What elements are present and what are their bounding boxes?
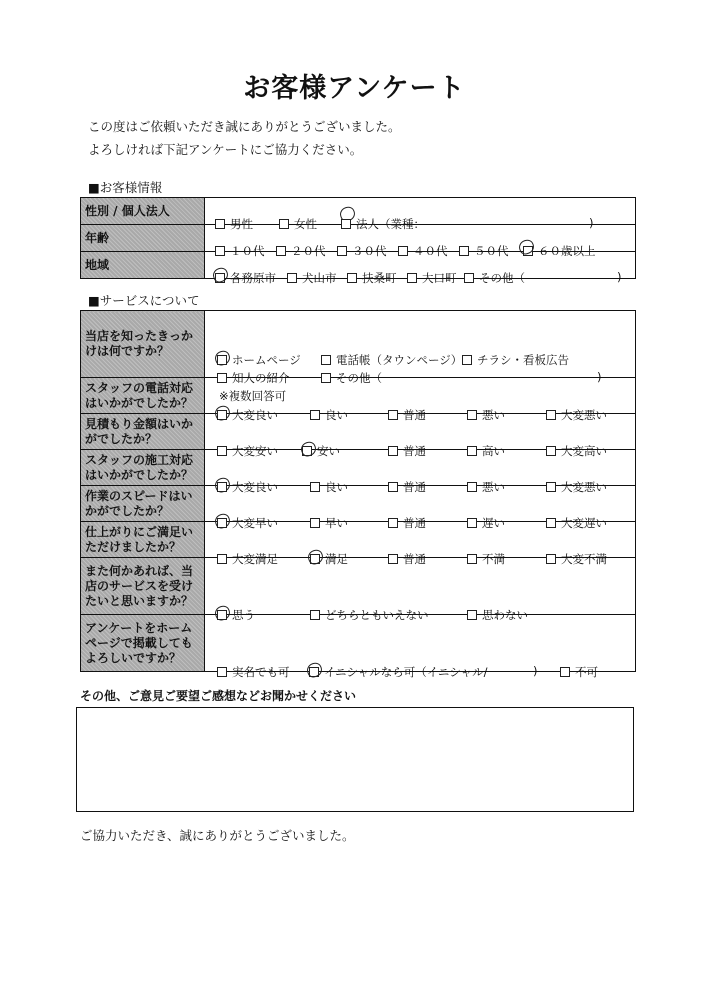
checkbox-icon (217, 410, 227, 420)
option-normal[interactable]: 普通 (388, 551, 426, 567)
checkbox-icon (546, 482, 556, 492)
option-very-fast[interactable]: 大変早い (217, 515, 278, 531)
comment-label: その他、ご意見ご要望ご感想などお聞かせください (80, 689, 357, 703)
option-not-allowed[interactable]: 不可 (560, 664, 598, 680)
label-construction-response: スタッフの施工対応はいかがでしたか？ (81, 450, 205, 486)
checkbox-icon (467, 482, 477, 492)
option-10s[interactable]: １０代 (215, 243, 265, 259)
checkbox-icon (217, 610, 227, 620)
checkbox-icon (215, 246, 225, 256)
checkbox-icon (321, 373, 331, 383)
service-heading: ■サービスについて (88, 293, 200, 308)
option-very-satisfied[interactable]: 大変満足 (217, 551, 278, 567)
option-dissatisfied[interactable]: 不満 (467, 551, 505, 567)
checkbox-icon (287, 273, 297, 283)
option-initials[interactable]: イニシャルなら可（イニシャル/ (309, 664, 488, 680)
option-corporate[interactable]: 法人（業種： (341, 216, 425, 232)
option-fast[interactable]: 早い (310, 515, 348, 531)
checkbox-icon (546, 554, 556, 564)
label-satisfaction: 仕上がりにご満足いただけましたか？ (81, 522, 205, 558)
label-estimate-price: 見積もり金額はいかがでしたか？ (81, 414, 205, 450)
checkbox-icon (388, 410, 398, 420)
option-oguchi[interactable]: 大口町 (407, 270, 457, 286)
option-expensive[interactable]: 高い (467, 443, 505, 459)
option-20s[interactable]: ２０代 (276, 243, 326, 259)
option-very-slow[interactable]: 大変遅い (546, 515, 607, 531)
checkbox-icon (217, 446, 227, 456)
checkbox-icon (310, 518, 320, 528)
option-kakamigahara[interactable]: 各務原市 (215, 270, 276, 286)
checkbox-icon (388, 482, 398, 492)
intro-line-1: この度はご依頼いただき誠にありがとうございました。 (88, 119, 401, 134)
option-40s[interactable]: ４０代 (398, 243, 448, 259)
option-flyer[interactable]: チラシ・看板広告 (462, 352, 569, 368)
page-title: お客様アンケート (243, 73, 466, 104)
paren-close: ) (589, 216, 594, 230)
option-very-dissatisfied[interactable]: 大変不満 (546, 551, 607, 567)
option-very-good[interactable]: 大変良い (217, 407, 278, 423)
checkbox-icon (560, 667, 570, 677)
service-table (80, 310, 636, 679)
checkbox-icon (341, 219, 351, 229)
label-age: 年齢 (81, 225, 205, 252)
checkbox-icon (467, 446, 477, 456)
option-inuyama[interactable]: 犬山市 (287, 270, 337, 286)
option-good[interactable]: 良い (310, 479, 348, 495)
checkbox-icon (310, 610, 320, 620)
intro-line-2: よろしければ下記アンケートにご協力ください。 (88, 142, 363, 157)
checkbox-icon (467, 518, 477, 528)
option-normal[interactable]: 普通 (388, 407, 426, 423)
checkbox-icon (467, 610, 477, 620)
option-female[interactable]: 女性 (279, 216, 317, 232)
option-neutral[interactable]: どちらともいえない (310, 607, 429, 623)
checkbox-icon (467, 554, 477, 564)
option-satisfied[interactable]: 満足 (310, 551, 348, 567)
option-male[interactable]: 男性 (215, 216, 253, 232)
option-50s[interactable]: ５０代 (459, 243, 509, 259)
checkbox-icon (398, 246, 408, 256)
checkbox-icon (217, 518, 227, 528)
option-phonebook[interactable]: 電話帳（タウンページ） (321, 352, 462, 368)
paren-close: ) (597, 370, 602, 384)
checkbox-icon (407, 273, 417, 283)
option-other-area[interactable]: その他（ (464, 270, 525, 286)
option-no[interactable]: 思わない (467, 607, 528, 623)
checkbox-icon (310, 482, 320, 492)
checkbox-icon (217, 373, 227, 383)
label-work-speed: 作業のスピードはいかがでしたか？ (81, 486, 205, 522)
option-real-name[interactable]: 実名でも可 (217, 664, 290, 680)
option-bad[interactable]: 悪い (467, 479, 505, 495)
label-how-found: 当店を知ったきっかけは何ですか？ (81, 311, 205, 378)
option-normal[interactable]: 普通 (388, 515, 426, 531)
checkbox-icon (388, 518, 398, 528)
option-very-expensive[interactable]: 大変高い (546, 443, 607, 459)
label-area: 地域 (81, 252, 205, 279)
option-referral[interactable]: 知人の紹介 (217, 370, 290, 386)
personal-heading: ■お客様情報 (88, 180, 163, 195)
multiple-answer-note: ※複数回答可 (219, 389, 287, 403)
checkbox-icon (546, 446, 556, 456)
label-gender: 性別 / 個人法人 (81, 198, 205, 225)
option-cheap[interactable]: 安い (302, 443, 340, 459)
checkbox-icon (217, 667, 227, 677)
checkbox-icon (276, 246, 286, 256)
checkbox-icon (464, 273, 474, 283)
checkbox-icon (546, 518, 556, 528)
checkbox-icon (321, 355, 331, 365)
label-phone-response: スタッフの電話対応はいかがでしたか？ (81, 378, 205, 414)
paren-close: ) (533, 664, 538, 678)
option-slow[interactable]: 遅い (467, 515, 505, 531)
checkbox-icon (388, 446, 398, 456)
checkbox-icon (459, 246, 469, 256)
option-very-bad[interactable]: 大変悪い (546, 479, 607, 495)
option-normal[interactable]: 普通 (388, 443, 426, 459)
comment-box[interactable] (76, 707, 634, 812)
paren-close: ) (617, 270, 622, 284)
option-60-plus[interactable]: ６０歳以上 (523, 243, 596, 259)
checkbox-icon (337, 246, 347, 256)
option-fuso[interactable]: 扶桑町 (347, 270, 397, 286)
option-good[interactable]: 良い (310, 407, 348, 423)
checkbox-icon (217, 355, 227, 365)
checkbox-icon (546, 410, 556, 420)
checkbox-icon (310, 410, 320, 420)
checkbox-icon (462, 355, 472, 365)
option-yes[interactable]: 思う (217, 607, 255, 623)
checkbox-icon (215, 219, 225, 229)
option-other-source[interactable]: その他（ (321, 370, 382, 386)
option-very-bad[interactable]: 大変悪い (546, 407, 607, 423)
checkbox-icon (279, 219, 289, 229)
label-use-again: また何かあれば、当店のサービスを受けたいと思いますか？ (81, 558, 205, 615)
checkbox-icon (347, 273, 357, 283)
option-30s[interactable]: ３０代 (337, 243, 387, 259)
closing-text: ご協力いただき、誠にありがとうございました。 (80, 828, 355, 843)
label-publish-permission: アンケートをホームページで掲載してもよろしいですか？ (81, 615, 205, 672)
personal-table (80, 197, 636, 285)
checkbox-icon (217, 482, 227, 492)
option-very-good[interactable]: 大変良い (217, 479, 278, 495)
option-homepage[interactable]: ホームページ (217, 352, 301, 368)
option-bad[interactable]: 悪い (467, 407, 505, 423)
checkbox-icon (388, 554, 398, 564)
option-very-cheap[interactable]: 大変安い (217, 443, 278, 459)
checkbox-icon (467, 410, 477, 420)
option-normal[interactable]: 普通 (388, 479, 426, 495)
checkbox-icon (217, 554, 227, 564)
